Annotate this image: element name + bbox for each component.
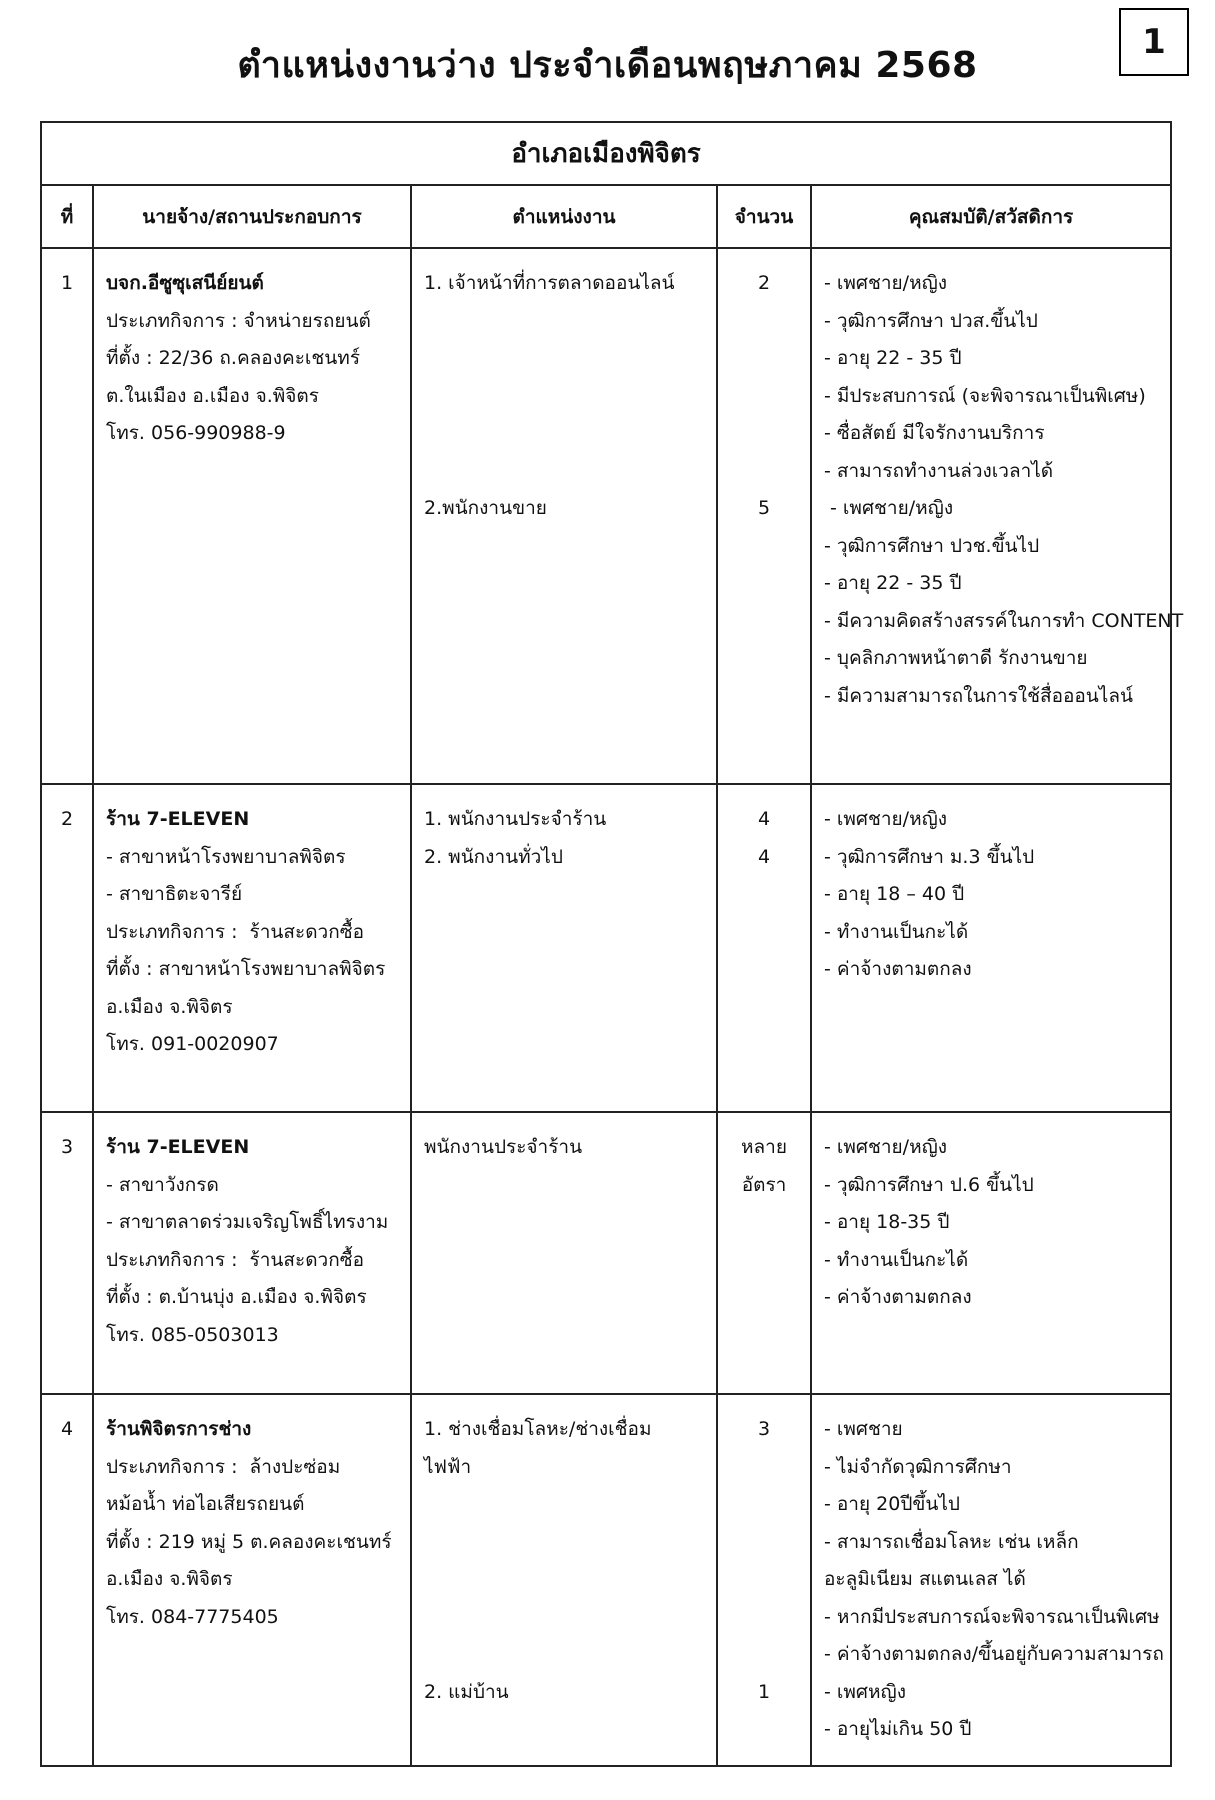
qualification-item: - วุฒิการศึกษา ป.6 ขึ้นไป [824,1173,1034,1196]
employer-name: บจก.อีซูซุเสนีย์ยนต์ [106,272,264,294]
employer-detail: ประเภทกิจการ : จำหน่ายรถยนต์ [106,309,371,332]
qualification-item: - หากมีประสบการณ์จะพิจารณาเป็นพิเศษ [824,1605,1160,1628]
employer-detail: ที่ตั้ง : 22/36 ถ.คลองคะเชนทร์ [106,347,361,369]
row-number: 4 [41,1394,93,1766]
qualification-item: - มีความสามารถในการใช้สื่อออนไลน์ [824,684,1133,707]
employer-detail: โทร. 091-0020907 [106,1033,279,1055]
page-number: 1 [1119,8,1189,76]
employer-detail: โทร. 084-7775405 [106,1605,279,1628]
employer-detail: - สาขาธิตะจารีย์ [106,883,243,905]
position-title: 1. พนักงานประจำร้าน [424,808,607,830]
row-number: 1 [41,248,93,784]
district-row [41,122,1171,185]
position-title: 2.พนักงานขาย [424,497,547,519]
position-title: 1. ช่างเชื่อมโลหะ/ช่างเชื่อม [424,1418,652,1440]
qualification-item: - เพศชาย/หญิง [824,808,948,830]
position-cell [411,248,717,784]
page-title: ตำแหน่งงานว่าง ประจำเดือนพฤษภาคม 2568 [237,45,978,86]
table-row [41,1112,1171,1394]
position-title: 2. แม่บ้าน [424,1680,509,1703]
qualification-item: - ไม่จำกัดวุฒิการศึกษา [824,1455,1012,1478]
table-row [41,784,1171,1112]
column-header-qualifications: คุณสมบัติ/สวัสดิการ [811,185,1171,248]
employer-name: ร้าน 7-ELEVEN [106,808,250,830]
quantity-value: 1 [757,1680,771,1703]
qualification-item: - อายุ 18-35 ปี [824,1211,950,1233]
qualification-item: - วุฒิการศึกษา ปวส.ขึ้นไป [824,309,1038,332]
qualification-item: - อายุไม่เกิน 50 ปี [824,1718,972,1740]
quantity-value: 3 [757,1418,771,1440]
qualification-item: - วุฒิการศึกษา ม.3 ขึ้นไป [824,845,1035,868]
employer-cell [93,784,411,1112]
position-title: 2. พนักงานทั่วไป [424,845,563,868]
employer-detail: ที่ตั้ง : ต.บ้านบุ่ง อ.เมือง จ.พิจิตร [106,1286,367,1308]
position-cell [411,1112,717,1394]
column-header-qty: จำนวน [717,185,811,248]
qualification-item: - มีประสบการณ์ (จะพิจารณาเป็นพิเศษ) [824,384,1146,407]
qualification-item: - ค่าจ้างตามตกลง/ขึ้นอยู่กับความสามารถ [824,1643,1164,1665]
qualification-item: - สามารถเชื่อมโลหะ เช่น เหล็ก [824,1530,1079,1553]
employer-detail: - สาขาตลาดร่วมเจริญโพธิ์ไทรงาม [106,1211,389,1233]
qualification-item: - เพศชาย/หญิง [824,272,948,294]
employer-detail: อ.เมือง จ.พิจิตร [106,1568,233,1590]
position-cell [411,784,717,1112]
qualification-item: - เพศชาย/หญิง [824,497,954,519]
quantity-cell [717,1112,811,1394]
column-header-no: ที่ [41,185,93,248]
qualifications-cell [811,248,1184,784]
qualification-item: - อายุ 22 - 35 ปี [824,572,962,594]
column-header-row [41,185,1171,248]
qualification-item: อะลูมิเนียม สแตนเลส ได้ [824,1568,1026,1590]
employer-detail: - สาขาวังกรด [106,1173,219,1196]
employer-cell [93,248,411,784]
quantity-cell [717,248,811,784]
employer-name: ร้าน 7-ELEVEN [106,1136,250,1158]
position-title: พนักงานประจำร้าน [424,1136,583,1158]
employer-detail: ประเภทกิจการ : ล้างปะซ่อม [106,1455,341,1478]
row-number: 3 [41,1112,93,1394]
qualification-item: - ค่าจ้างตามตกลง [824,1286,972,1308]
quantity-value: 4 [757,845,771,868]
qualification-item: - ทำงานเป็นกะได้ [824,920,969,943]
qualification-item: - เพศชาย [824,1418,903,1440]
qualification-item: - ค่าจ้างตามตกลง [824,958,972,980]
employer-cell [93,1394,411,1766]
position-title: 1. เจ้าหน้าที่การตลาดออนไลน์ [424,272,675,294]
qualification-item: - ซื่อสัตย์ มีใจรักงานบริการ [824,422,1045,444]
position-title-continued: ไฟฟ้า [424,1455,472,1478]
qualifications-cell [811,784,1171,1112]
qualification-item: - บุคลิกภาพหน้าตาดี รักงานขาย [824,647,1088,669]
employer-detail: โทร. 085-0503013 [106,1323,279,1346]
qualification-item: - อายุ 18 – 40 ปี [824,883,965,905]
employer-detail: หม้อน้ำ ท่อไอเสียรถยนต์ [106,1493,305,1515]
qualification-item: - สามารถทำงานล่วงเวลาได้ [824,459,1054,482]
employer-detail: ที่ตั้ง : 219 หมู่ 5 ต.คลองคะเชนทร์ [106,1530,392,1553]
quantity-cell [717,1394,811,1766]
employer-detail: ที่ตั้ง : สาขาหน้าโรงพยาบาลพิจิตร [106,958,386,980]
quantity-value: อัตรา [741,1173,787,1196]
table-row [41,1394,1171,1766]
qualification-item: - เพศชาย/หญิง [824,1136,948,1158]
employer-cell [93,1112,411,1394]
quantity-value: หลาย [741,1136,787,1158]
quantity-value: 2 [757,272,771,294]
employer-detail: ประเภทกิจการ : ร้านสะดวกซื้อ [106,920,365,943]
column-header-position: ตำแหน่งงาน [411,185,717,248]
quantity-cell [717,784,811,1112]
qualification-item: - มีความคิดสร้างสรรค์ในการทำ CONTENT [824,609,1184,632]
employer-detail: - สาขาหน้าโรงพยาบาลพิจิตร [106,845,346,868]
qualifications-cell [811,1394,1171,1766]
employer-detail: อ.เมือง จ.พิจิตร [106,995,233,1018]
column-header-employer: นายจ้าง/สถานประกอบการ [93,185,411,248]
row-number: 2 [41,784,93,1112]
table-row [41,248,1171,784]
quantity-value: 5 [757,497,771,519]
employer-detail: ต.ในเมือง อ.เมือง จ.พิจิตร [106,384,319,407]
job-vacancy-table [40,121,1184,1767]
quantity-value: 4 [757,808,771,830]
qualifications-cell [811,1112,1171,1394]
employer-detail: ประเภทกิจการ : ร้านสะดวกซื้อ [106,1248,365,1271]
qualification-item: - อายุ 20ปีขึ้นไป [824,1493,960,1515]
employer-name: ร้านพิจิตรการช่าง [106,1418,252,1440]
qualification-item: - เพศหญิง [824,1680,906,1703]
employer-detail: โทร. 056-990988-9 [106,422,286,444]
qualification-item: - อายุ 22 - 35 ปี [824,347,962,369]
qualification-item: - ทำงานเป็นกะได้ [824,1248,969,1271]
qualification-item: - วุฒิการศึกษา ปวช.ขึ้นไป [824,534,1040,557]
district-header: อำเภอเมืองพิจิตร [41,122,1171,185]
position-cell [411,1394,717,1766]
